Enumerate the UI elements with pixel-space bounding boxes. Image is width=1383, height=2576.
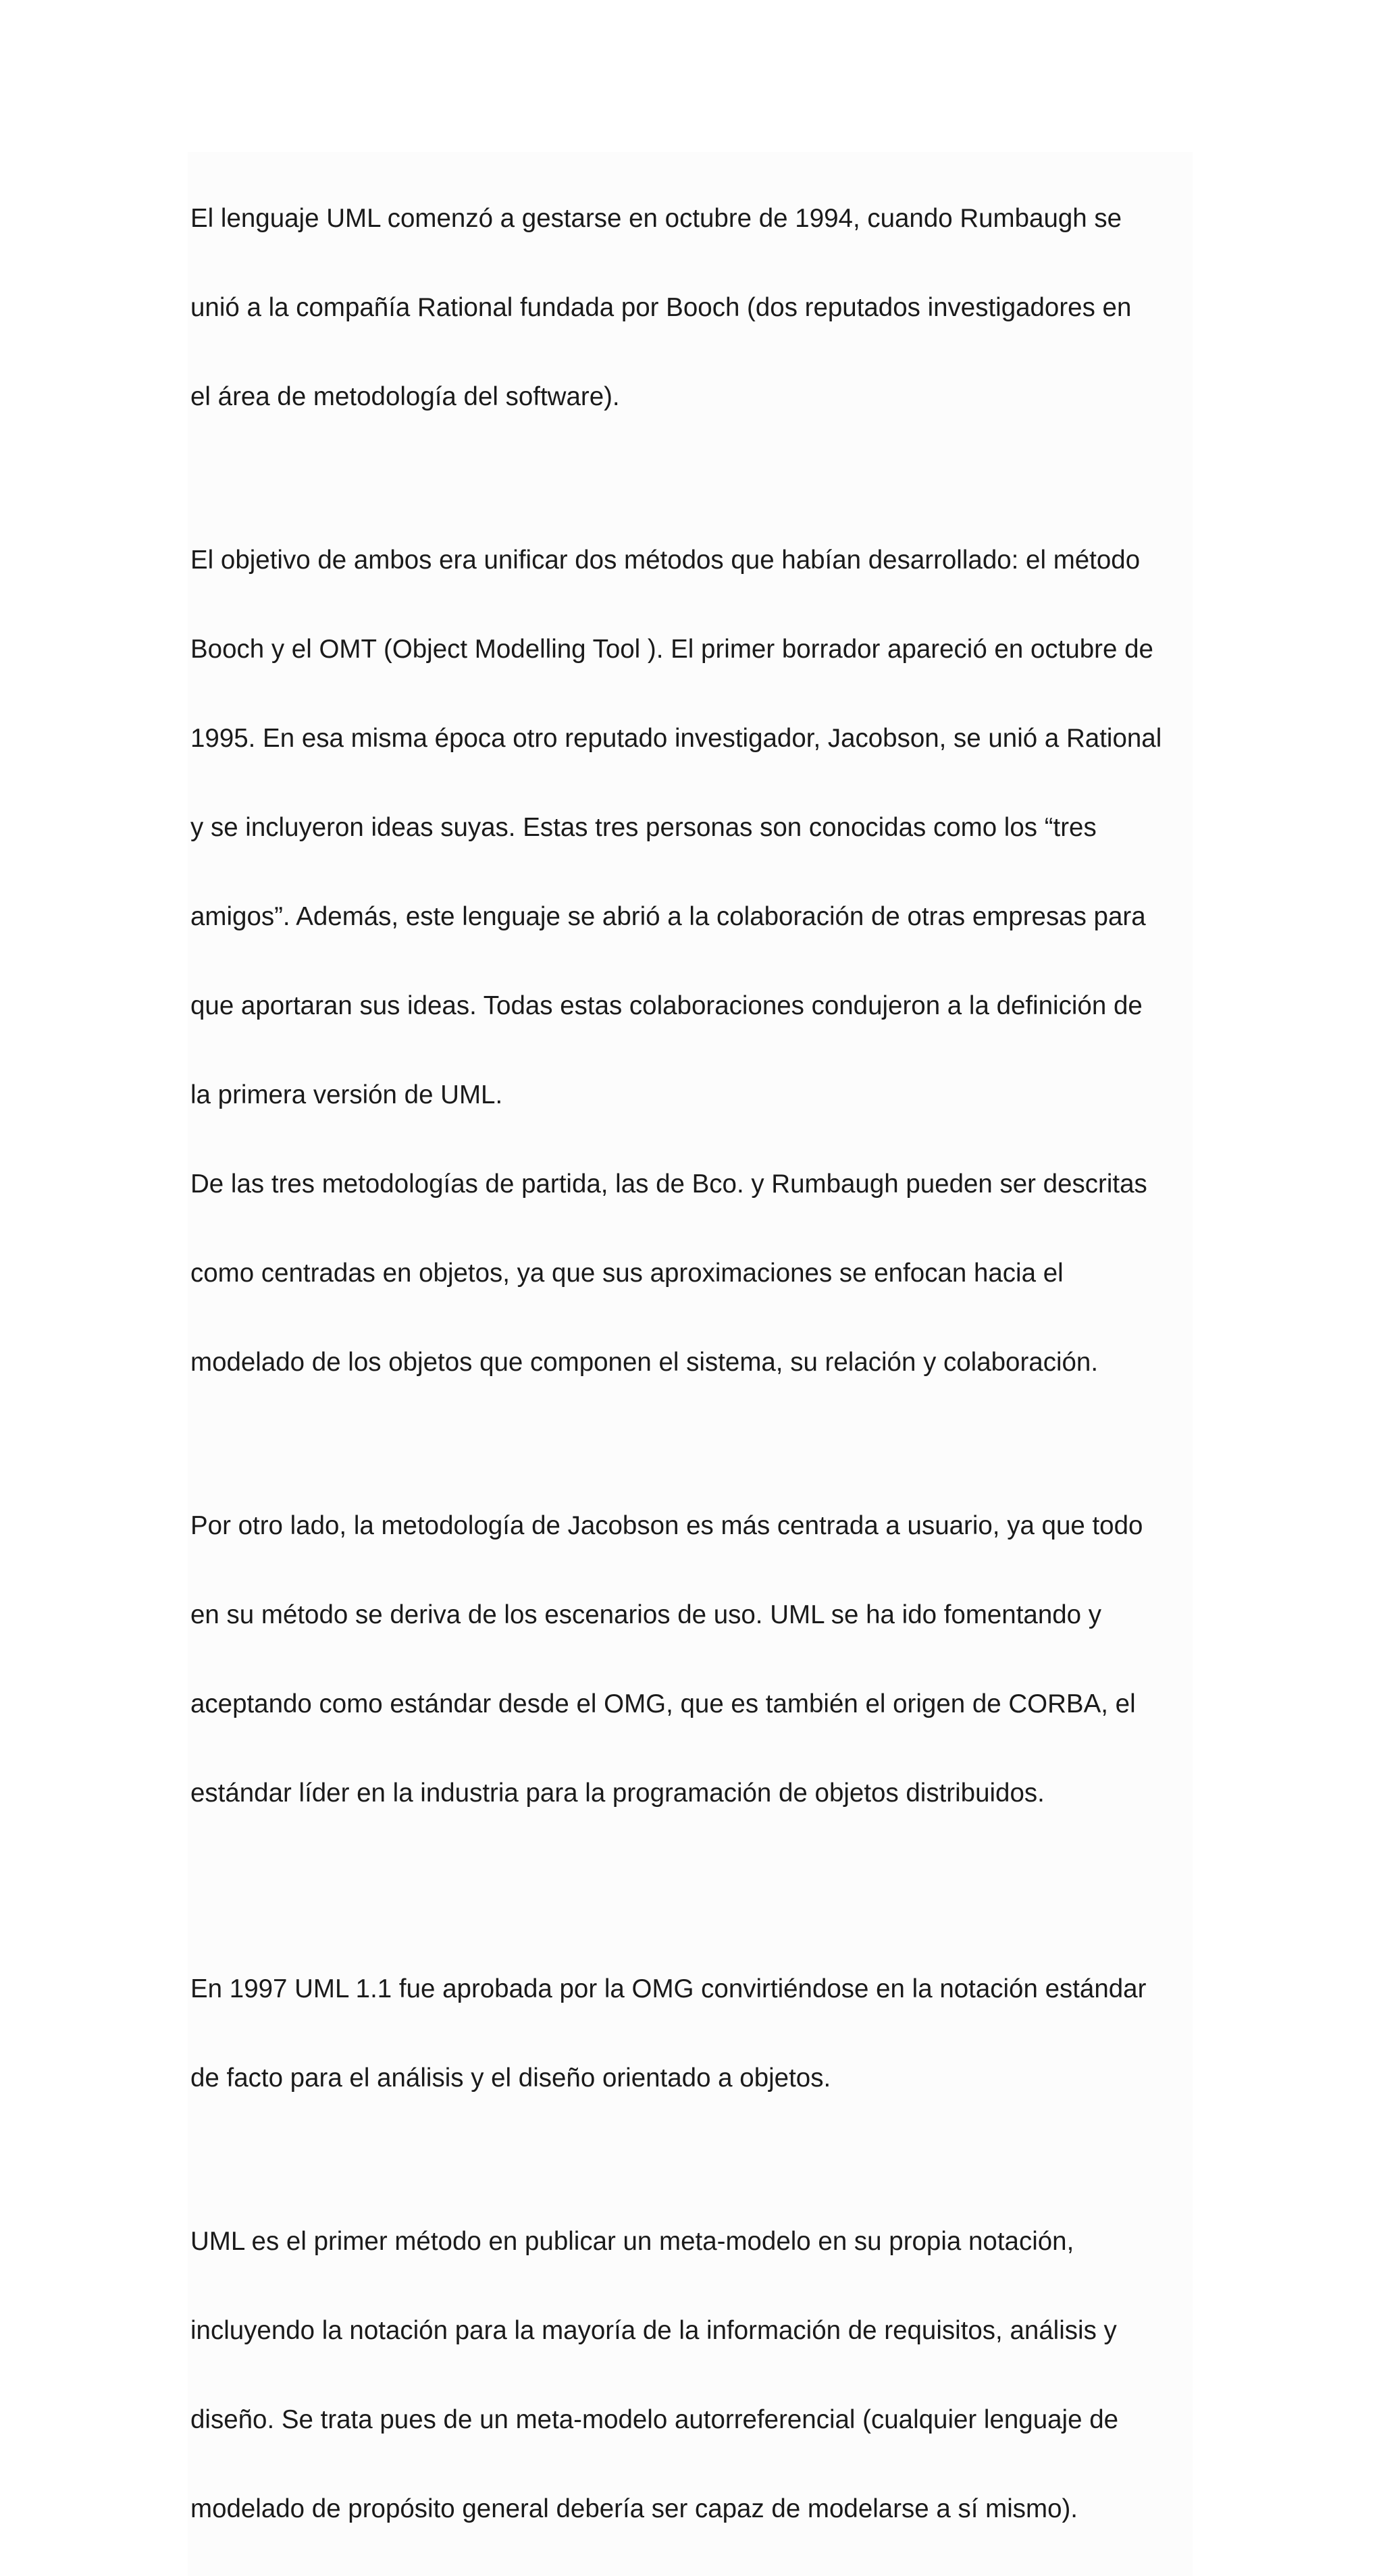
- text-line: de facto para el análisis y el diseño orientado a objetos.: [190, 2064, 831, 2093]
- text-line: modelado de los objetos que componen el sistema, su relación y colaboración.: [190, 1348, 1099, 1377]
- text-line: incluyendo la notación para la mayoría de la información de requisitos, análisis y: [190, 2316, 1117, 2345]
- text-line: 1995. En esa misma época otro reputado investigador, Jacobson, se unió a Rational: [190, 724, 1162, 753]
- paragraph-2: [190, 494, 1190, 1429]
- text-line: amigos”. Además, este lenguaje se abrió a la colaboración de otras empresas para: [190, 902, 1146, 931]
- text-line: UML es el primer método en publicar un meta-modelo en su propia notación,: [190, 2227, 1074, 2256]
- text-line: el área de metodología del software).: [190, 382, 620, 411]
- text-line: estándar líder en la industria para la programación de objetos distribuidos.: [190, 1779, 1045, 1808]
- paragraph-spacer: [190, 2145, 1190, 2175]
- paragraph-1: [190, 152, 1190, 464]
- text-line: El objetivo de ambos era unificar dos métodos que habían desarrollado: el método: [190, 546, 1141, 575]
- paragraph-spacer: [190, 1429, 1190, 1459]
- text-line: como centradas en objetos, ya que sus aproximaciones se enfocan hacia el: [190, 1259, 1064, 1288]
- text-line: Booch y el OMT (Object Modelling Tool ). El primer borrador apareció en octubre de: [190, 635, 1153, 664]
- text-line: Por otro lado, la metodología de Jacobson es más centrada a usuario, ya que todo: [190, 1511, 1143, 1540]
- text-line: modelado de propósito general debería ser capaz de modelarse a sí mismo).: [190, 2494, 1078, 2523]
- paragraph-3: [190, 1459, 1190, 1860]
- text-line: unió a la compañía Rational fundada por Booch (dos reputados investigadores en: [190, 293, 1132, 322]
- text-line: diseño. Se trata pues de un meta-modelo autorreferencial (cualquier lenguaje de: [190, 2405, 1119, 2434]
- document-body: [188, 152, 1193, 2576]
- text-line: aceptando como estándar desde el OMG, que es también el origen de CORBA, el: [190, 1689, 1136, 1718]
- text-line: la primera versión de UML.: [190, 1080, 503, 1109]
- paragraph-spacer: [190, 1860, 1190, 1922]
- paragraph-4: [190, 1922, 1190, 2145]
- paragraph-5: [190, 2175, 1190, 2576]
- text-line: y se incluyeron ideas suyas. Estas tres personas son conocidas como los “tres: [190, 813, 1097, 842]
- text-line: en su método se deriva de los escenarios de uso. UML se ha ido fomentando y: [190, 1600, 1102, 1629]
- text-line: En 1997 UML 1.1 fue aprobada por la OMG convirtiéndose en la notación estándar: [190, 1974, 1147, 2003]
- text-line: De las tres metodologías de partida, las de Bco. y Rumbaugh pueden ser descritas: [190, 1169, 1147, 1199]
- text-line: que aportaran sus ideas. Todas estas colaboraciones condujeron a la definición de: [190, 991, 1143, 1020]
- text-line: El lenguaje UML comenzó a gestarse en octubre de 1994, cuando Rumbaugh se: [190, 204, 1122, 233]
- paragraph-spacer: [190, 464, 1190, 494]
